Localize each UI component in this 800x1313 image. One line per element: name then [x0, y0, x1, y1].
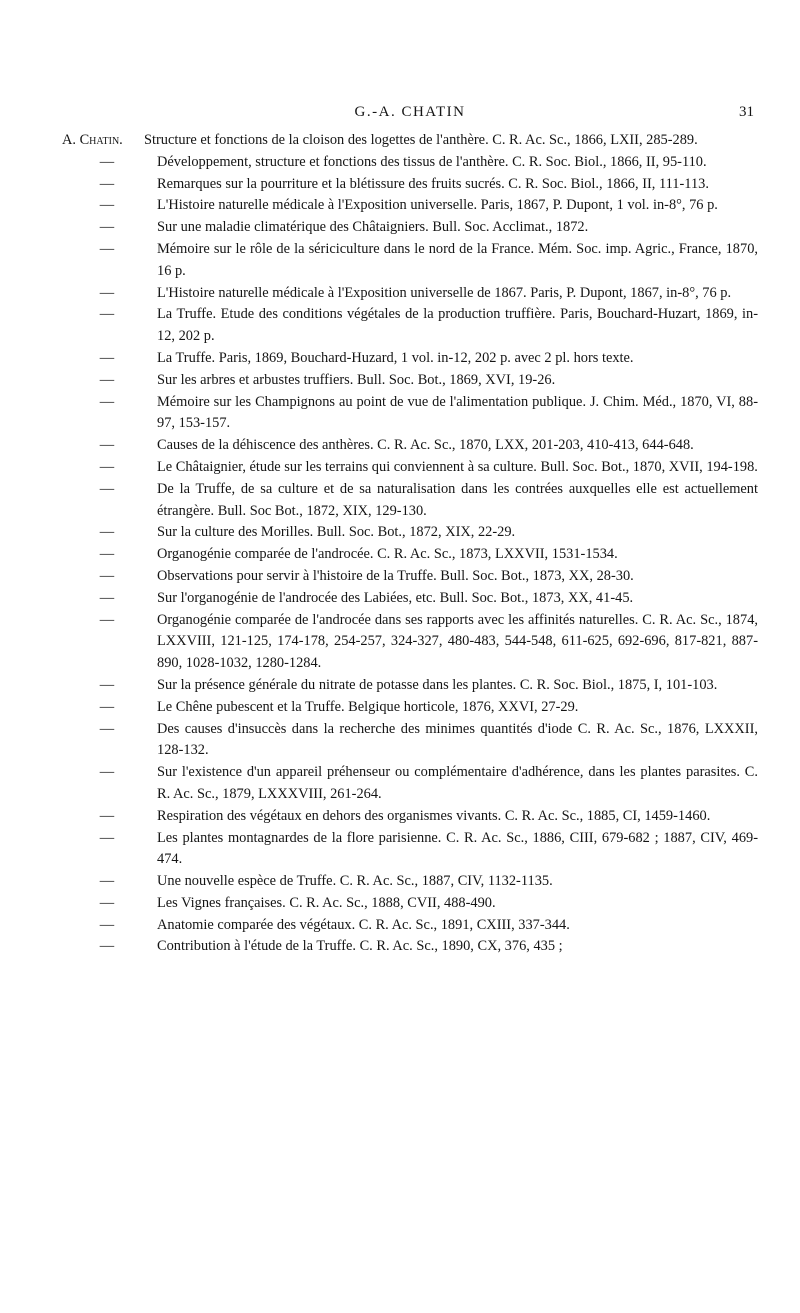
entry-dash: — — [99, 916, 115, 933]
bibliography-entry — [60, 283, 758, 305]
entry-dash: — — [99, 873, 115, 890]
entry-dash: — — [99, 153, 115, 170]
entry-text: Organogénie comparée de l'androcée dans ses rapports avec les affinités naturelles. C. R. Ac. Sc., 1874, LXXVIII, 121-125, 174-178, 254-257, 324-327, 480-483, 544-548, 611-625, 692-696, 817-821, 887-890, 1028-1032, 1280-1284. — [157, 611, 758, 672]
bibliography-entry — [60, 435, 758, 457]
entry-dash: — — [99, 284, 115, 301]
entry-text: L'Histoire naturelle médicale à l'Exposition universelle. Paris, 1867, P. Dupont, 1 vol. in-8°, 76 p. — [157, 197, 718, 214]
bibliography-entry — [60, 522, 758, 544]
entry-text: La Truffe. Etude des conditions végétales de la production truffière. Paris, Bouchard-Huzart, 1869, in-12, 202 p. — [157, 306, 758, 345]
bibliography-entry — [60, 239, 758, 283]
bibliography-entry — [60, 675, 758, 697]
bibliography-entry — [60, 174, 758, 196]
page-number: 31 — [739, 104, 754, 120]
bibliography-entry — [60, 936, 758, 958]
entry-dash: — — [99, 437, 115, 454]
entry-text: Sur la présence générale du nitrate de potasse dans les plantes. C. R. Soc. Biol., 1875, I, 101-103. — [157, 676, 718, 693]
bibliography-entry — [60, 370, 758, 392]
author-label: A. Chatin. — [62, 132, 123, 148]
bibliography-entry — [60, 610, 758, 675]
bibliography-entry — [60, 457, 758, 479]
entry-dash: — — [99, 829, 115, 846]
bibliography-entry — [60, 392, 758, 436]
bibliography-entry — [60, 719, 758, 763]
entry-dash: — — [99, 175, 115, 192]
entry-dash: — — [99, 807, 115, 824]
entry-text: Mémoire sur les Champignons au point de vue de l'alimentation publique. J. Chim. Méd., 1870, VI, 88-97, 153-157. — [157, 393, 758, 432]
entry-dash: — — [99, 567, 115, 584]
entry-text: Sur les arbres et arbustes truffiers. Bull. Soc. Bot., 1869, XVI, 19-26. — [157, 371, 556, 388]
entry-dash: — — [99, 197, 115, 214]
entry-dash: — — [99, 720, 115, 737]
entry-text: Respiration des végétaux en dehors des organismes vivants. C. R. Ac. Sc., 1885, CI, 1459-1460. — [157, 807, 711, 824]
entry-text: Une nouvelle espèce de Truffe. C. R. Ac. Sc., 1887, CIV, 1132-1135. — [157, 873, 553, 890]
entry-text: La Truffe. Paris, 1869, Bouchard-Huzard, 1 vol. in-12, 202 p. avec 2 pl. hors texte. — [157, 349, 634, 366]
entry-dash: — — [99, 393, 115, 410]
bibliography-entry — [60, 871, 758, 893]
entry-dash: — — [99, 480, 115, 497]
entry-text: Anatomie comparée des végétaux. C. R. Ac. Sc., 1891, CXIII, 337-344. — [157, 916, 570, 933]
bibliography-entry — [60, 828, 758, 872]
entry-text: Les plantes montagnardes de la flore parisienne. C. R. Ac. Sc., 1886, CIII, 679-682 ; 1887, CIV, 469-474. — [157, 829, 758, 868]
entry-dash: — — [99, 611, 115, 628]
running-head: G.-A. CHATIN — [354, 104, 466, 120]
bibliography-entry — [60, 588, 758, 610]
entry-text: Sur une maladie climatérique des Châtaigniers. Bull. Soc. Acclimat., 1872. — [157, 219, 589, 236]
entry-dash: — — [99, 676, 115, 693]
entry-text: Sur l'existence d'un appareil préhenseur ou complémentaire d'adhérence, dans les plantes parasites. C. R. Ac. Sc., 1879, LXXXVIII, 261-264. — [157, 764, 758, 802]
entry-text: Observations pour servir à l'histoire de la Truffe. Bull. Soc. Bot., 1873, XX, 28-30. — [157, 567, 634, 584]
entry-text: Des causes d'insuccès dans la recherche des minimes quantités d'iode C. R. Ac. Sc., 1876, LXXXII, 128-132. — [157, 720, 758, 759]
bibliography-entry — [60, 806, 758, 828]
entry-dash: — — [99, 589, 115, 606]
entry-text: Le Chêne pubescent et la Truffe. Belgique horticole, 1876, XXVI, 27-29. — [157, 698, 579, 715]
bibliography-entry — [60, 152, 758, 174]
entry-dash: — — [99, 306, 115, 323]
bibliography-entry — [60, 544, 758, 566]
entry-text: Sur la culture des Morilles. Bull. Soc. Bot., 1872, XIX, 22-29. — [157, 524, 516, 541]
entry-text: Organogénie comparée de l'androcée. C. R. Ac. Sc., 1873, LXXVII, 1531-1534. — [157, 546, 618, 563]
entry-dash: — — [99, 219, 115, 236]
entry-text: Contribution à l'étude de la Truffe. C. R. Ac. Sc., 1890, CX, 376, 435 ; — [157, 938, 563, 955]
bibliography-entry — [60, 762, 758, 806]
entry-text: Remarques sur la pourriture et la blétissure des fruits sucrés. C. R. Soc. Biol., 1866, II, 111-113. — [157, 175, 709, 192]
bibliography-entry — [60, 348, 758, 370]
bibliography-entry — [60, 217, 758, 239]
entry-text: Mémoire sur le rôle de la sériciculture dans le nord de la France. Mém. Soc. imp. Agric., France, 1870, 16 p. — [157, 240, 758, 279]
entry-text: De la Truffe, de sa culture et de sa naturalisation dans les contrées auxquelles elle est actuellement étrangère. Bull. Soc Bot., 1872, XIX, 129-130. — [157, 480, 758, 519]
entry-text: Sur l'organogénie de l'androcée des Labiées, etc. Bull. Soc. Bot., 1873, XX, 41-45. — [157, 589, 634, 606]
bibliography-entry — [60, 697, 758, 719]
bibliography-entry — [60, 304, 758, 348]
entry-text: Développement, structure et fonctions des tissus de l'anthère. C. R. Soc. Biol., 1866, II, 95-110. — [157, 153, 707, 170]
entry-dash: — — [99, 546, 115, 563]
entry-text: Les Vignes françaises. C. R. Ac. Sc., 1888, CVII, 488-490. — [157, 894, 496, 911]
entry-dash: — — [99, 371, 115, 388]
bibliography-entry — [60, 195, 758, 217]
entry-text: Le Châtaignier, étude sur les terrains qui conviennent à sa culture. Bull. Soc. Bot., 1870, XVII, 194-198. — [157, 458, 758, 475]
entry-dash: — — [99, 349, 115, 366]
entry-dash: — — [99, 698, 115, 715]
entry-dash: — — [99, 240, 115, 257]
entry-text: Causes de la déhiscence des anthères. C. R. Ac. Sc., 1870, LXX, 201-203, 410-413, 644-648. — [157, 437, 694, 454]
bibliography-entry — [60, 915, 758, 937]
entry-dash: — — [99, 458, 115, 475]
entry-dash: — — [99, 524, 115, 541]
page-header — [60, 104, 760, 126]
entry-dash: — — [99, 894, 115, 911]
bibliography-entry — [60, 893, 758, 915]
bibliography-entry — [60, 130, 758, 152]
bibliography-list — [60, 130, 758, 958]
entry-text: L'Histoire naturelle médicale à l'Exposition universelle de 1867. Paris, P. Dupont, 1867, in-8°, 76 p. — [157, 284, 732, 301]
entry-dash: — — [99, 938, 115, 955]
entry-text: Structure et fonctions de la cloison des logettes de l'anthère. C. R. Ac. Sc., 1866, LXII, 285-289. — [144, 132, 698, 148]
entry-dash: — — [99, 764, 115, 781]
bibliography-entry — [60, 566, 758, 588]
bibliography-entry — [60, 479, 758, 523]
